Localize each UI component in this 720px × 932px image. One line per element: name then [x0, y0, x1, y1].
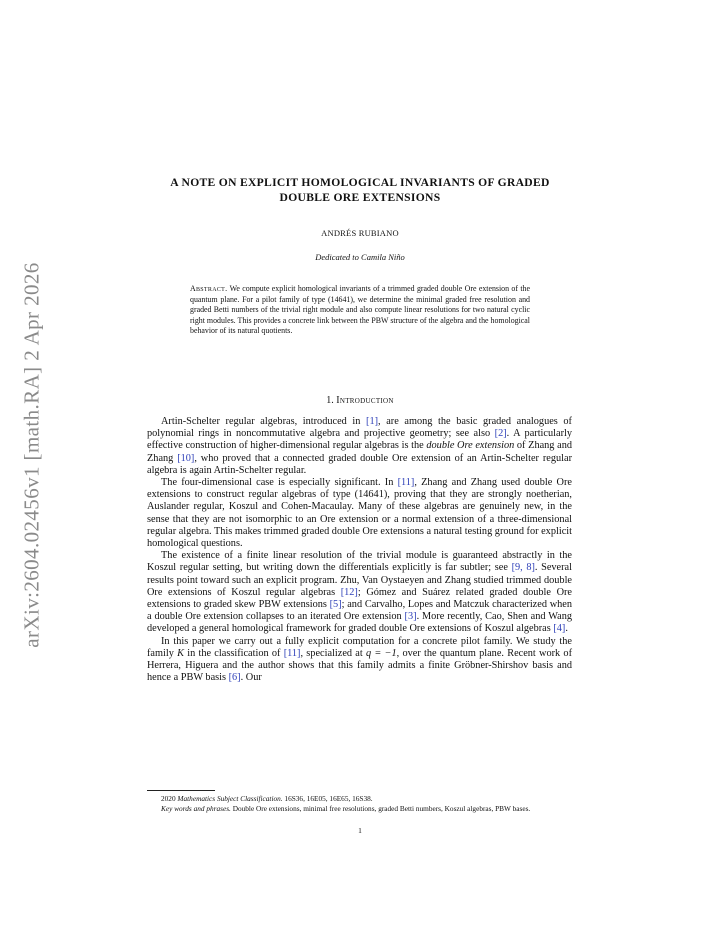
paragraph-4	[147, 636, 572, 685]
citation-link[interactable]: [5]	[329, 599, 342, 611]
text-run: , who proved that a connected graded double Ore extension of an Artin-Schelter regular algebra is again Artin-Schelter regular.	[147, 452, 572, 476]
footnote-keywords	[147, 804, 572, 814]
citation-link[interactable]: [9, 8]	[511, 562, 535, 574]
text-run: , Zhang and Zhang used double Ore extensions to construct regular algebras of type (14641), proving that they are strongly noetherian, Auslander regular, Koszul and Cohen-Macaulay. Many of these algebras are genuinely new, in the sense that they are not isomorphic to an Ore extension or a normal extension of a three-dimensional regular algebra. This makes trimmed graded double Ore extensions a natural testing ground for explicit homological questions.	[147, 477, 572, 550]
paper-title: A NOTE ON EXPLICIT HOMOLOGICAL INVARIANTS OF GRADED DOUBLE ORE EXTENSIONS	[170, 176, 550, 204]
citation-link[interactable]: [6]	[228, 672, 241, 684]
citation-link[interactable]: [11]	[397, 477, 415, 489]
text-run: .	[565, 623, 568, 635]
citation-link[interactable]: [2]	[494, 428, 507, 440]
citation-link[interactable]: [12]	[340, 586, 358, 598]
paragraph-3	[147, 550, 572, 635]
msc-year: 2020	[161, 794, 178, 803]
citation-link[interactable]: [1]	[366, 416, 379, 427]
section-title: Introduction	[336, 395, 394, 406]
footnote-msc	[147, 794, 572, 804]
text-run: In this paper we carry out a fully explicit computation for a concrete pilot family. We study the family	[147, 635, 572, 659]
arxiv-stamp-text: arXiv:2604.02456v1 [math.RA] 2 Apr 2026	[19, 262, 44, 648]
citation-link[interactable]: [3]	[404, 611, 417, 623]
abstract-label: Abstract.	[190, 284, 228, 293]
text-run: in the classification of	[184, 647, 284, 659]
section-body	[147, 416, 572, 684]
citation-link[interactable]: [11]	[283, 647, 301, 659]
text-run: ; Gómez and Suárez related graded double Ore extensions to graded skew PBW extensions	[147, 586, 573, 611]
abstract	[190, 284, 530, 337]
text-run: The existence of a finite linear resolution of the trivial module is guaranteed abstractly in the Koszul regular setting, but writing down the differentials explicitly is far subtler; see	[147, 550, 572, 574]
text-run: . More recently, Cao, Shen and Wang developed a general homological framework for graded double Ore extensions of Koszul algebras	[147, 611, 572, 635]
section-number: 1.	[326, 395, 334, 406]
text-run: , are among the basic graded analogues of polynomial rings in noncommutative algebra and projective geometry; see also	[147, 416, 572, 440]
paragraph-1	[147, 416, 572, 477]
text-run: of Zhang and Zhang	[147, 440, 572, 464]
emphasis-term: double Ore extension	[426, 440, 515, 452]
text-run: . A particularly effective construction of higher-dimensional regular algebras is the	[147, 428, 573, 452]
footnotes	[147, 794, 572, 813]
abstract-text: We compute explicit homological invariants of a trimmed graded double Ore extension of the quantum plane. For a pilot family of type (14641), we determine the minimal graded free resolution and graded Betti numbers of the trivial right module and also compute linear resolutions for two natural cyclic right modules. This provides a concrete link between the PBW structure of the algebra and the homological behavior of its natural quotients.	[190, 284, 530, 336]
text-run: . Several results point toward such an explicit program. Zhu, Van Oystaeyen and Zhang studied trimmed double Ore extensions of Koszul regular algebras	[147, 562, 572, 598]
footnote-rule	[147, 790, 215, 791]
text-run: ; and Carvalho, Lopes and Matczuk characterized when a double Ore extension collapses to an iterated Ore extension	[147, 599, 573, 623]
paragraph-2	[147, 477, 572, 550]
citation-link[interactable]: [10]	[177, 452, 195, 464]
section-heading	[0, 395, 720, 406]
msc-codes: 16S36, 16E05, 16E65, 16S38.	[282, 794, 373, 803]
text-run: . Our	[240, 672, 262, 684]
page-number: 1	[358, 826, 362, 835]
author-name: ANDRÉS RUBIANO	[321, 228, 399, 238]
math-variable: K	[177, 647, 184, 659]
text-run: Artin-Schelter regular algebras, introduced in	[161, 416, 367, 427]
text-run: , specialized at	[300, 647, 366, 659]
text-run: The four-dimensional case is especially significant. In	[161, 477, 398, 489]
keywords-label: Key words and phrases.	[161, 803, 231, 813]
citation-link[interactable]: [4]	[553, 623, 566, 635]
msc-label: Mathematics Subject Classification.	[177, 794, 283, 803]
arxiv-stamp	[2, 250, 62, 660]
dedication: Dedicated to Camila Niño	[315, 252, 405, 262]
math-expression: q = −1	[365, 647, 397, 659]
keywords-text: Double Ore extensions, minimal free resolutions, graded Betti numbers, Koszul algebras, PBW bases.	[230, 803, 531, 813]
text-run: , over the quantum plane. Recent work of Herrera, Higuera and the author shows that this family admits a finite Gröbner-Shirshov basis and hence a PBW basis	[147, 647, 573, 684]
